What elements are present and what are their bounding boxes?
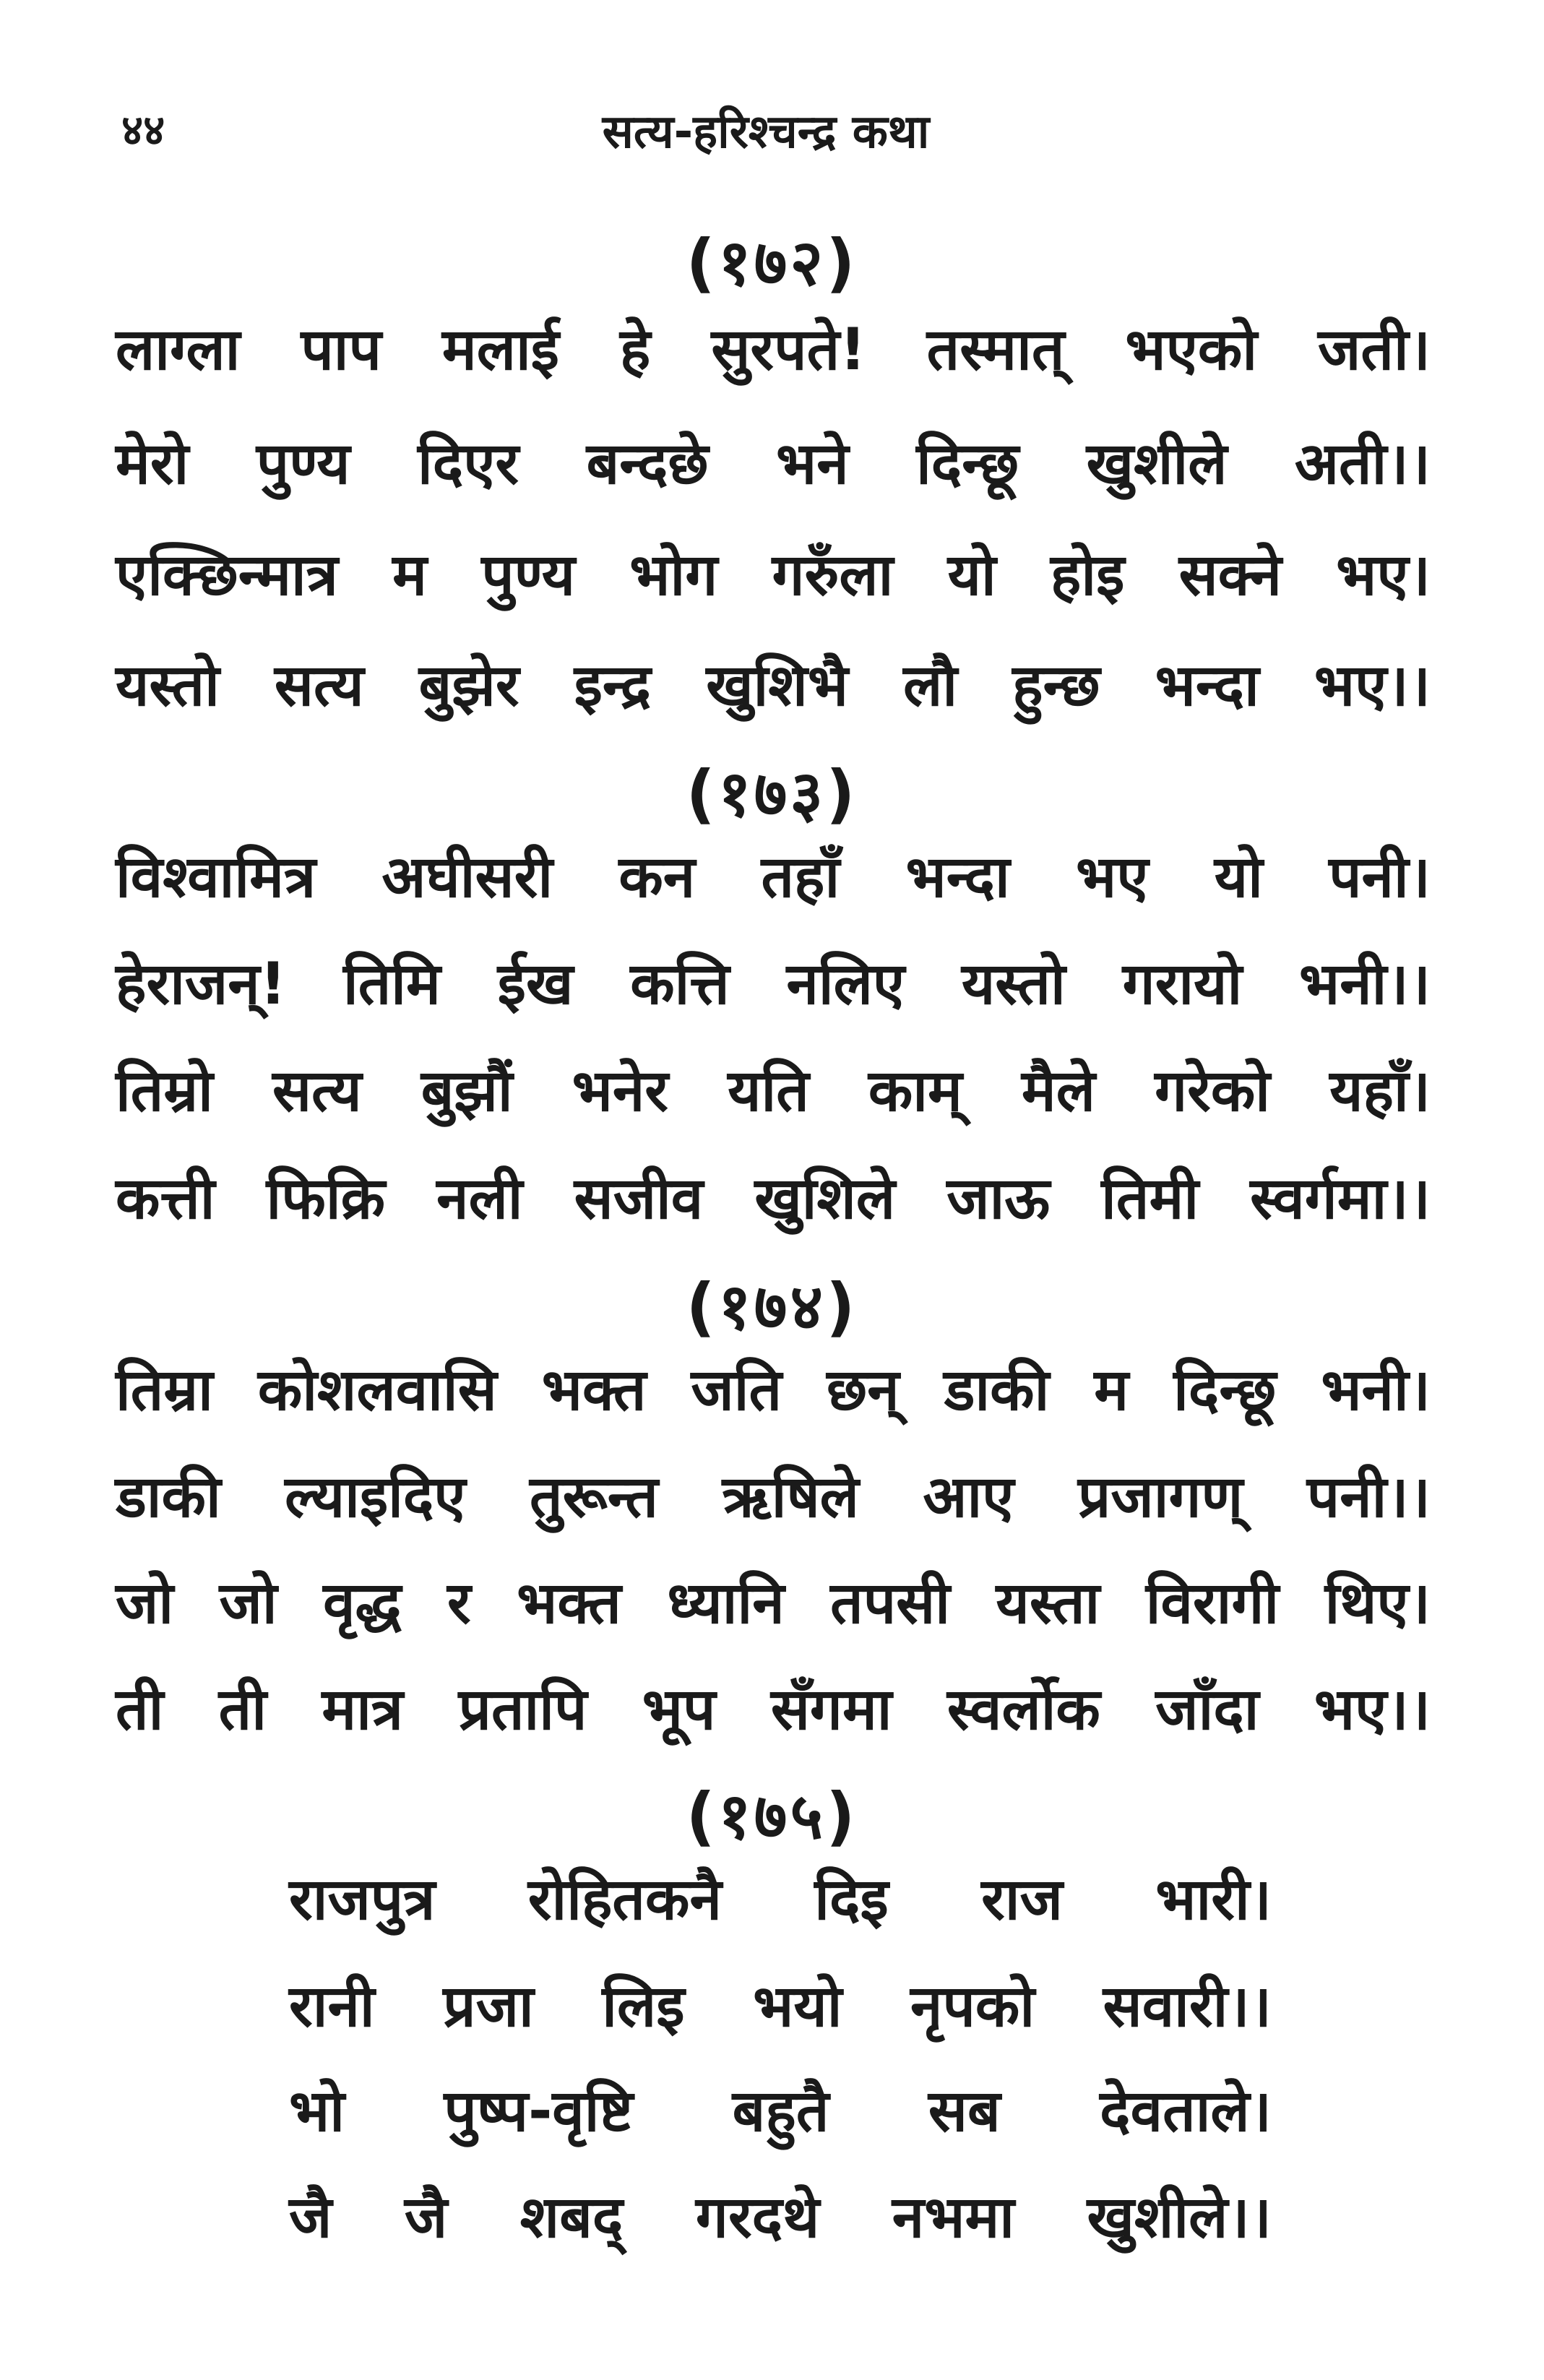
verse-number: (१७२) bbox=[686, 225, 858, 300]
verse-line: कत्ती फिक्रि नली सजीव खुशिले जाऊ तिमी स्वर्गमा।। bbox=[116, 1165, 1431, 1232]
verse-line: मेरो पुण्य दिएर बन्दछे भने दिन्छू खुशीले अती।। bbox=[116, 430, 1431, 497]
verse-line: भो पुष्प-वृष्टि बहुतै सब देवताले। bbox=[289, 2077, 1272, 2144]
verse-number: (१७३) bbox=[686, 756, 858, 831]
verse-line: विश्वामित्र अघीसरी कन तहाँ भन्दा भए यो पनी। bbox=[116, 843, 1431, 910]
verse-line: जो जो वृद्ध र भक्त ध्यानि तपसी यस्ता विरागी थिए। bbox=[116, 1569, 1431, 1637]
verse-line: जै जै शबद् गरदथे नभमा खुशीले।। bbox=[289, 2183, 1272, 2251]
verse-line: लाग्ला पाप मलाई हे सुरपते! तस्मात् भएको जती। bbox=[116, 316, 1431, 383]
verse-line: एक्छिन्मात्र म पुण्य भोग गरुँला यो होइ सक्ने भए। bbox=[116, 541, 1431, 608]
verse-line: तिम्रो सत्य बुझौं भनेर यति काम् मैले गरेको यहाँ। bbox=[116, 1057, 1431, 1124]
page-number: ४४ bbox=[121, 105, 165, 155]
verse-number: (१७४) bbox=[686, 1269, 858, 1344]
verse-line: यस्तो सत्य बुझेर इन्द्र खुशिभै लौ हुन्छ भन्दा भए।। bbox=[116, 652, 1431, 719]
verse-line: तिम्रा कोशलवासि भक्त जति छन् डाकी म दिन्छू भनी। bbox=[116, 1356, 1431, 1423]
verse-number: (१७५) bbox=[686, 1779, 858, 1853]
verse-line: डाकी ल्याइदिए तुरून्त ऋषिले आए प्रजागण् पनी।। bbox=[116, 1463, 1431, 1530]
page-header bbox=[108, 85, 1423, 165]
verse-line: हेराजन्! तिमि ईख कत्ति नलिए यस्तो गरायो भनी।। bbox=[116, 950, 1431, 1017]
running-title: सत्य-हरिश्चन्द्र कथा bbox=[602, 105, 930, 159]
verse-line: ती ती मात्र प्रतापि भूप सँगमा स्वर्लोक जाँदा भए।। bbox=[116, 1676, 1431, 1743]
verse-line: राजपुत्र रोहितकनै दिइ राज भारी। bbox=[289, 1866, 1272, 1933]
verse-line: रानी प्रजा लिइ भयो नृपको सवारी।। bbox=[289, 1972, 1272, 2040]
